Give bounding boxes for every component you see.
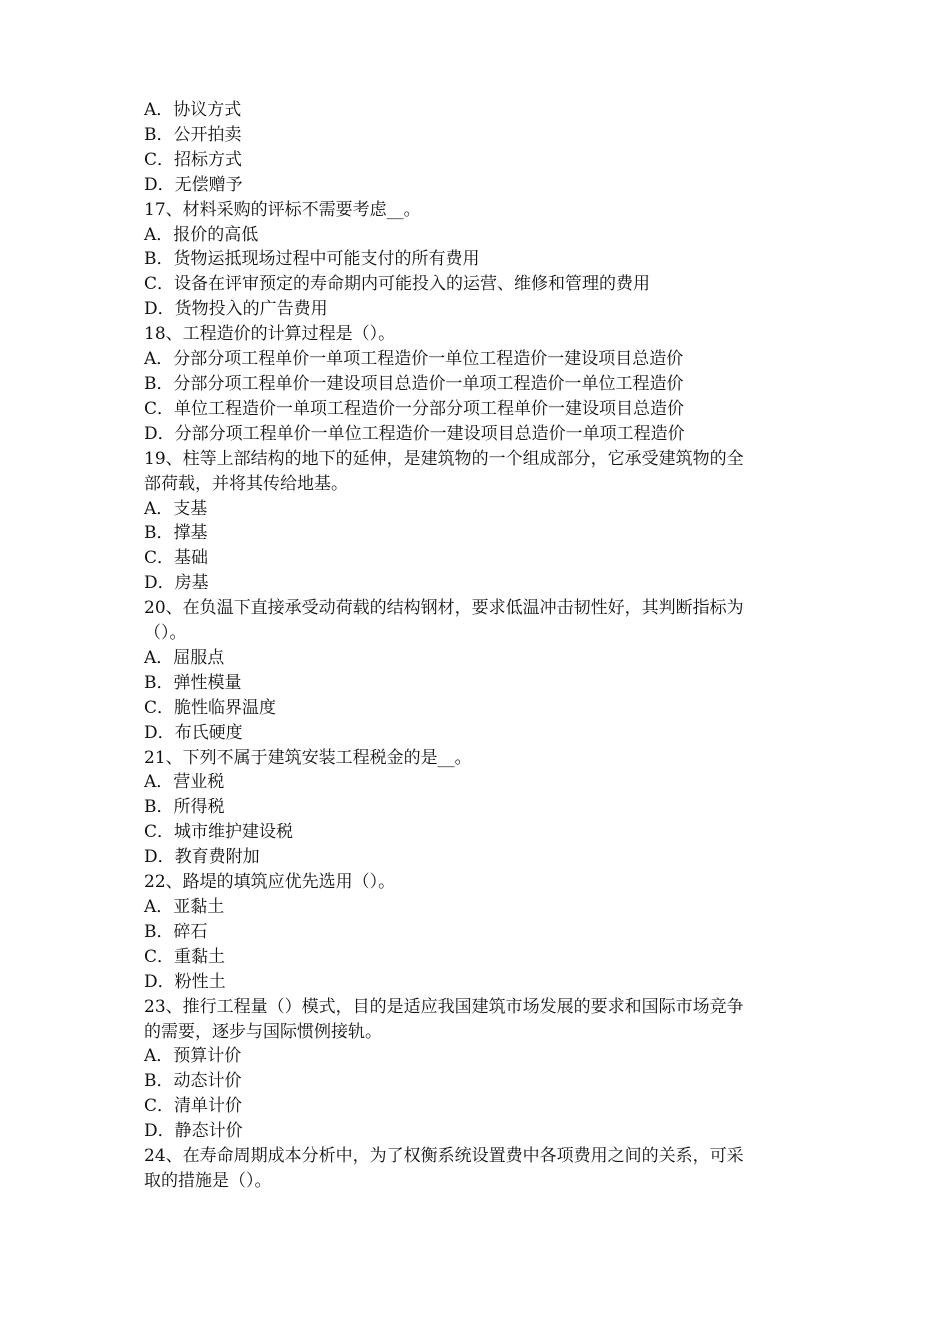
answer-option: C．设备在评审预定的寿命期内可能投入的运营、维修和管理的费用	[144, 274, 651, 295]
answer-option: D．静态计价	[144, 1121, 243, 1142]
question-text-line: 24、在寿命周期成本分析中，为了权衡系统设置费中各项费用之间的关系，可采	[144, 1146, 744, 1167]
answer-option: D．粉性土	[144, 971, 226, 992]
answer-option: B．碎石	[144, 921, 208, 942]
answer-option: A．协议方式	[144, 100, 242, 120]
answer-option: C．重黏土	[144, 946, 226, 967]
answer-option: D．货物投入的广告费用	[144, 299, 328, 320]
question-text-line: 23、推行工程量（）模式，目的是适应我国建筑市场发展的要求和国际市场竞争	[144, 996, 744, 1017]
answer-option: D．布氏硬度	[144, 722, 243, 743]
answer-option: A．预算计价	[144, 1046, 242, 1067]
answer-option: B．公开拍卖	[144, 124, 242, 145]
answer-option: C．基础	[144, 548, 209, 569]
answer-option: C．脆性临界温度	[144, 697, 277, 718]
question-text-line: 20、在负温下直接承受动荷载的结构钢材，要求低温冲击韧性好，其判断指标为	[144, 598, 744, 619]
answer-option: D．分部分项工程单价一单位工程造价一建设项目总造价一单项工程造价	[144, 423, 685, 444]
answer-option: D．房基	[144, 573, 209, 594]
answer-option: D．无偿赠予	[144, 174, 243, 195]
question-text-line: 取的措施是（）。	[144, 1170, 272, 1191]
answer-option: A．亚黏土	[144, 897, 225, 917]
answer-option: B．撑基	[144, 523, 208, 544]
answer-option: C．城市维护建设税	[144, 822, 294, 843]
answer-option: A．分部分项工程单价一单项工程造价一单位工程造价一建设项目总造价	[144, 349, 684, 370]
question-text-line: （）。	[144, 623, 187, 644]
answer-option: A．支基	[144, 498, 208, 519]
question-text-line: 18、工程造价的计算过程是（）。	[144, 324, 396, 345]
answer-option: C．单位工程造价一单项工程造价一分部分项工程单价一建设项目总造价	[144, 398, 685, 419]
answer-option: A．营业税	[144, 772, 225, 793]
answer-option: A．报价的高低	[144, 224, 259, 245]
answer-option: C．招标方式	[144, 149, 243, 170]
answer-option: B．分部分项工程单价一建设项目总造价一单项工程造价一单位工程造价	[144, 373, 684, 394]
question-text-line: 21、下列不属于建筑安装工程税金的是__。	[144, 747, 472, 768]
answer-option: A．屈服点	[144, 647, 225, 668]
question-text-line: 部荷载，并将其传给地基。	[144, 473, 348, 494]
question-text-line: 17、材料采购的评标不需要考虑__。	[144, 199, 421, 220]
document-body	[144, 98, 814, 1194]
question-text-line: 的需要，逐步与国际惯例接轨。	[144, 1021, 382, 1042]
answer-option: D．教育费附加	[144, 847, 260, 868]
question-text-line: 22、路堤的填筑应优先选用（）。	[144, 872, 396, 893]
answer-option: B．弹性模量	[144, 672, 242, 693]
answer-option: B．动态计价	[144, 1071, 242, 1092]
answer-option: B．所得税	[144, 797, 225, 818]
answer-option: B．货物运抵现场过程中可能支付的所有费用	[144, 249, 480, 270]
answer-option: C．清单计价	[144, 1096, 243, 1117]
question-text-line: 19、柱等上部结构的地下的延伸，是建筑物的一个组成部分，它承受建筑物的全	[144, 448, 744, 469]
